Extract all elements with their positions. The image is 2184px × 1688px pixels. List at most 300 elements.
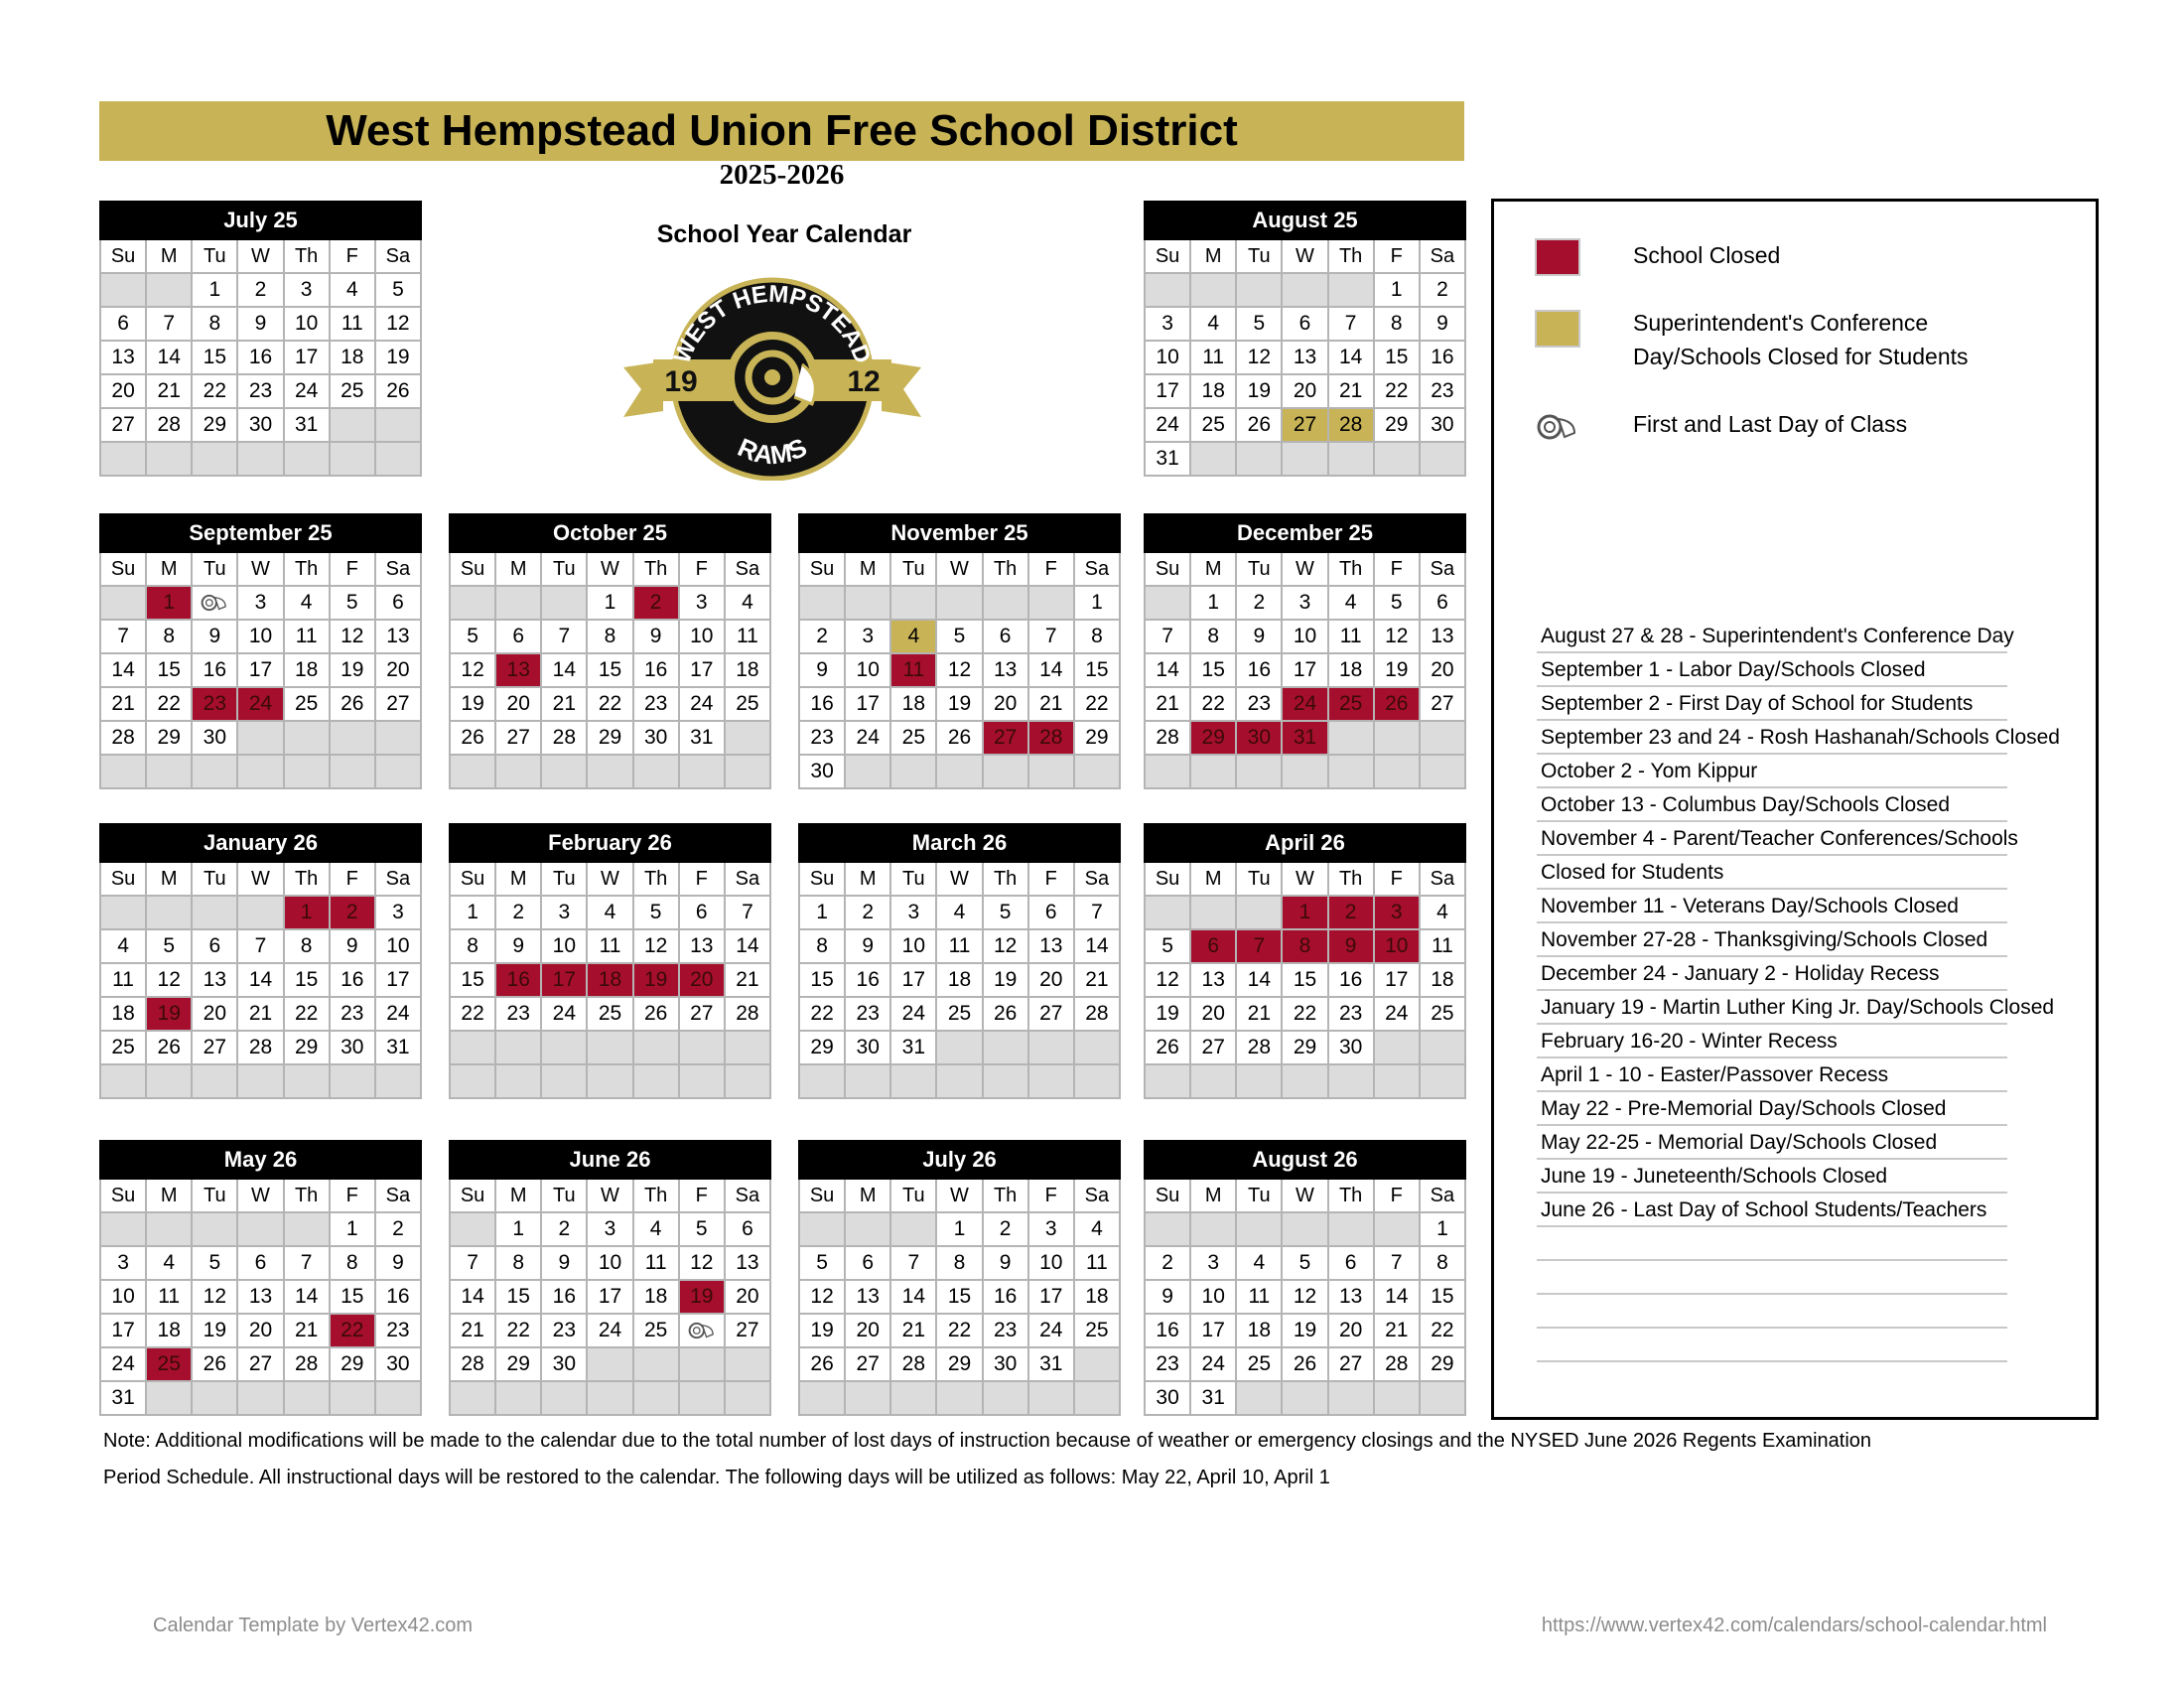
weekday-header: W	[588, 863, 633, 897]
empty-day-cell	[331, 1065, 376, 1099]
day-cell: 21	[285, 1315, 331, 1348]
day-cell: 16	[1237, 654, 1283, 688]
day-cell: 23	[800, 722, 846, 756]
weekday-header: M	[147, 1180, 193, 1213]
events-list	[1537, 620, 2060, 1362]
day-cell: 22	[451, 998, 496, 1032]
empty-day-cell	[376, 1065, 422, 1099]
day-cell: 28	[101, 722, 147, 756]
day-cell: 1	[1283, 897, 1328, 930]
day-cell: 12	[147, 964, 193, 998]
day-cell: 21	[1146, 688, 1191, 722]
empty-day-cell	[1329, 1382, 1375, 1416]
day-cell: 30	[984, 1348, 1029, 1382]
empty-day-cell	[1237, 274, 1283, 308]
month-7	[449, 823, 771, 1099]
day-cell: 27	[496, 722, 542, 756]
empty-day-cell	[800, 1065, 846, 1099]
weekday-header: W	[238, 1180, 284, 1213]
day-cell: 6	[1029, 897, 1075, 930]
empty-day-cell	[937, 1382, 983, 1416]
day-cell: 15	[1421, 1281, 1466, 1315]
day-cell: 2	[1421, 274, 1466, 308]
empty-day-cell	[634, 756, 680, 789]
day-cell: 3	[376, 897, 422, 930]
empty-day-cell	[496, 1065, 542, 1099]
day-cell: 15	[147, 654, 193, 688]
conference-swatch	[1535, 310, 1580, 348]
day-cell: 13	[101, 342, 147, 375]
weekday-header: Sa	[1075, 1180, 1121, 1213]
day-cell: 1	[1075, 587, 1121, 621]
empty-day-cell	[1329, 443, 1375, 477]
event-item: May 22-25 - Memorial Day/Schools Closed	[1537, 1126, 2007, 1160]
day-cell: 7	[891, 1247, 937, 1281]
day-cell: 15	[331, 1281, 376, 1315]
day-cell: 13	[1283, 342, 1328, 375]
day-cell: 24	[101, 1348, 147, 1382]
weekday-header: Su	[1146, 863, 1191, 897]
day-cell: 16	[542, 1281, 588, 1315]
day-cell: 21	[891, 1315, 937, 1348]
month-days	[798, 863, 1121, 1099]
weekday-header: Sa	[1421, 240, 1466, 274]
empty-day-cell	[1421, 722, 1466, 756]
day-cell: 18	[937, 964, 983, 998]
empty-day-cell	[193, 1065, 238, 1099]
day-cell: 22	[285, 998, 331, 1032]
weekday-header: Tu	[1237, 863, 1283, 897]
empty-day-cell	[542, 1032, 588, 1065]
empty-day-cell	[238, 756, 284, 789]
weekday-header: W	[238, 240, 284, 274]
weekday-header: M	[496, 863, 542, 897]
weekday-header: Sa	[376, 1180, 422, 1213]
day-cell: 10	[542, 930, 588, 964]
day-cell: 2	[542, 1213, 588, 1247]
empty-day-cell	[101, 274, 147, 308]
day-cell: 7	[542, 621, 588, 654]
month-days	[449, 1180, 771, 1416]
day-cell: 19	[1146, 998, 1191, 1032]
day-cell: 2	[1146, 1247, 1191, 1281]
empty-day-cell	[1375, 1065, 1421, 1099]
day-cell: 4	[891, 621, 937, 654]
empty-day-cell	[1075, 756, 1121, 789]
weekday-header: Tu	[542, 553, 588, 587]
day-cell: 13	[1329, 1281, 1375, 1315]
empty-day-cell	[451, 756, 496, 789]
day-cell: 20	[238, 1315, 284, 1348]
day-cell: 8	[1421, 1247, 1466, 1281]
weekday-header: Sa	[376, 863, 422, 897]
empty-day-cell	[496, 1382, 542, 1416]
weekday-header: Th	[285, 1180, 331, 1213]
day-cell: 14	[285, 1281, 331, 1315]
day-cell: 20	[193, 998, 238, 1032]
day-cell: 20	[376, 654, 422, 688]
day-cell: 24	[1191, 1348, 1237, 1382]
day-cell: 11	[285, 621, 331, 654]
day-cell: 2	[846, 897, 891, 930]
day-cell: 17	[588, 1281, 633, 1315]
day-cell: 3	[1191, 1247, 1237, 1281]
weekday-header: Su	[1146, 240, 1191, 274]
day-cell: 20	[1191, 998, 1237, 1032]
empty-day-cell	[1237, 756, 1283, 789]
day-cell: 30	[1329, 1032, 1375, 1065]
day-cell: 8	[1283, 930, 1328, 964]
empty-day-cell	[800, 1382, 846, 1416]
weekday-header: Su	[451, 1180, 496, 1213]
month-days	[99, 1180, 422, 1416]
empty-day-cell	[451, 1382, 496, 1416]
weekday-header: Tu	[193, 553, 238, 587]
day-cell: 20	[1329, 1315, 1375, 1348]
day-cell: 24	[1375, 998, 1421, 1032]
day-cell: 8	[1191, 621, 1237, 654]
day-cell: 10	[1029, 1247, 1075, 1281]
day-cell: 5	[331, 587, 376, 621]
month-5	[1144, 513, 1466, 789]
day-cell: 15	[1075, 654, 1121, 688]
weekday-header: M	[846, 553, 891, 587]
weekday-header: M	[147, 863, 193, 897]
school-year: 2025-2026	[719, 159, 845, 191]
empty-day-cell	[937, 587, 983, 621]
day-cell: 21	[1075, 964, 1121, 998]
day-cell: 26	[451, 722, 496, 756]
empty-day-cell	[376, 443, 422, 477]
day-cell: 26	[937, 722, 983, 756]
day-cell: 26	[376, 375, 422, 409]
day-cell: 18	[1191, 375, 1237, 409]
empty-day-cell	[451, 1213, 496, 1247]
empty-day-cell	[937, 1065, 983, 1099]
empty-day-cell	[1237, 443, 1283, 477]
day-cell: 26	[984, 998, 1029, 1032]
empty-day-cell	[193, 756, 238, 789]
empty-day-cell	[1421, 756, 1466, 789]
day-cell: 20	[984, 688, 1029, 722]
day-cell: 26	[1146, 1032, 1191, 1065]
day-cell: 23	[634, 688, 680, 722]
day-cell: 10	[376, 930, 422, 964]
closed-swatch	[1535, 238, 1580, 276]
empty-day-cell	[1075, 1065, 1121, 1099]
day-cell: 1	[331, 1213, 376, 1247]
note-line-2: Period Schedule. All instructional days will be restored to the calendar. The following days will be utilized as follows: May 22, April 10, April 1	[103, 1467, 1330, 1488]
day-cell: 29	[1375, 409, 1421, 443]
day-cell: 25	[101, 1032, 147, 1065]
empty-day-cell	[285, 722, 331, 756]
empty-day-cell	[1237, 1213, 1283, 1247]
empty-day-cell	[680, 1382, 726, 1416]
day-cell: 29	[1421, 1348, 1466, 1382]
day-cell: 22	[588, 688, 633, 722]
weekday-header: F	[1375, 863, 1421, 897]
empty-day-cell	[147, 443, 193, 477]
event-item: May 22 - Pre-Memorial Day/Schools Closed	[1537, 1092, 2007, 1126]
empty-day-cell	[1329, 722, 1375, 756]
day-cell: 1	[588, 587, 633, 621]
empty-day-cell	[238, 443, 284, 477]
weekday-header: Sa	[1075, 553, 1121, 587]
day-cell: 14	[1146, 654, 1191, 688]
ram-icon	[200, 592, 229, 614]
day-cell: 6	[1283, 308, 1328, 342]
day-cell: 15	[285, 964, 331, 998]
weekday-header: Tu	[542, 863, 588, 897]
day-cell: 17	[285, 342, 331, 375]
day-cell: 20	[496, 688, 542, 722]
day-cell: 9	[800, 654, 846, 688]
day-cell: 9	[984, 1247, 1029, 1281]
empty-day-cell	[542, 756, 588, 789]
day-cell: 16	[376, 1281, 422, 1315]
empty-day-cell	[634, 1065, 680, 1099]
day-cell: 10	[891, 930, 937, 964]
day-cell: 18	[726, 654, 771, 688]
weekday-header: Su	[101, 553, 147, 587]
day-cell: 19	[680, 1281, 726, 1315]
day-cell: 16	[800, 688, 846, 722]
month-days	[99, 863, 422, 1099]
day-cell: 26	[1375, 688, 1421, 722]
day-cell: 8	[285, 930, 331, 964]
empty-day-cell	[1146, 274, 1191, 308]
day-cell: 14	[1075, 930, 1121, 964]
day-cell: 27	[680, 998, 726, 1032]
weekday-header: Sa	[376, 553, 422, 587]
month-days	[449, 553, 771, 789]
empty-day-cell	[376, 409, 422, 443]
weekday-header: Tu	[891, 553, 937, 587]
month-days	[798, 1180, 1121, 1416]
weekday-header: Su	[800, 863, 846, 897]
day-cell: 24	[238, 688, 284, 722]
weekday-header: Su	[800, 1180, 846, 1213]
day-cell: 29	[1283, 1032, 1328, 1065]
day-cell: 19	[937, 688, 983, 722]
day-cell: 4	[634, 1213, 680, 1247]
weekday-header: Su	[101, 1180, 147, 1213]
month-0	[99, 201, 422, 477]
day-cell: 12	[680, 1247, 726, 1281]
day-cell: 29	[937, 1348, 983, 1382]
empty-day-cell	[680, 1348, 726, 1382]
empty-day-cell	[1375, 1032, 1421, 1065]
day-cell: 13	[193, 964, 238, 998]
weekday-header: W	[937, 1180, 983, 1213]
day-cell: 27	[726, 1315, 771, 1348]
day-cell: 15	[1191, 654, 1237, 688]
day-cell: 21	[1329, 375, 1375, 409]
empty-day-cell	[726, 1065, 771, 1099]
day-cell: 17	[1375, 964, 1421, 998]
month-1	[1144, 201, 1466, 477]
day-cell: 10	[846, 654, 891, 688]
day-cell: 6	[496, 621, 542, 654]
day-cell: 14	[1329, 342, 1375, 375]
day-cell: 16	[496, 964, 542, 998]
empty-day-cell	[285, 1213, 331, 1247]
event-item: February 16-20 - Winter Recess	[1537, 1025, 2007, 1058]
day-cell: 31	[101, 1382, 147, 1416]
empty-day-cell	[634, 1032, 680, 1065]
day-cell: 6	[1191, 930, 1237, 964]
logo-top-text: WEST HEMPSTEAD	[668, 280, 877, 367]
day-cell: 3	[542, 897, 588, 930]
weekday-header: Th	[984, 863, 1029, 897]
weekday-header: Th	[1329, 1180, 1375, 1213]
day-cell: 28	[1329, 409, 1375, 443]
day-cell: 17	[101, 1315, 147, 1348]
day-cell: 9	[634, 621, 680, 654]
day-cell: 19	[376, 342, 422, 375]
day-cell: 6	[984, 621, 1029, 654]
day-cell: 28	[1146, 722, 1191, 756]
weekday-header: Sa	[1421, 863, 1466, 897]
day-cell: 9	[1329, 930, 1375, 964]
day-cell: 19	[634, 964, 680, 998]
empty-day-cell	[193, 1213, 238, 1247]
day-cell: 17	[1029, 1281, 1075, 1315]
month-title: December 25	[1144, 513, 1466, 553]
event-item	[1537, 1261, 2007, 1295]
day-cell: 7	[1237, 930, 1283, 964]
weekday-header: Sa	[376, 240, 422, 274]
day-cell: 19	[193, 1315, 238, 1348]
event-item: Closed for Students	[1537, 856, 2007, 890]
footer-url: https://www.vertex42.com/calendars/school-calendar.html	[1541, 1615, 2047, 1636]
empty-day-cell	[451, 587, 496, 621]
weekday-header: F	[331, 553, 376, 587]
day-cell: 27	[1191, 1032, 1237, 1065]
day-cell: 31	[1146, 443, 1191, 477]
day-cell: 22	[1375, 375, 1421, 409]
day-cell: 9	[1421, 308, 1466, 342]
empty-day-cell	[1191, 1065, 1237, 1099]
weekday-header: F	[1029, 1180, 1075, 1213]
weekday-header: Tu	[891, 863, 937, 897]
empty-day-cell	[496, 587, 542, 621]
empty-day-cell	[726, 722, 771, 756]
event-item: April 1 - 10 - Easter/Passover Recess	[1537, 1058, 2007, 1092]
empty-day-cell	[238, 1065, 284, 1099]
day-cell: 5	[193, 1247, 238, 1281]
day-cell: 5	[800, 1247, 846, 1281]
day-cell: 22	[1421, 1315, 1466, 1348]
day-cell: 27	[1421, 688, 1466, 722]
day-cell: 11	[891, 654, 937, 688]
day-cell: 13	[984, 654, 1029, 688]
empty-day-cell	[451, 1032, 496, 1065]
day-cell: 15	[451, 964, 496, 998]
weekday-header: F	[1375, 553, 1421, 587]
day-cell: 4	[937, 897, 983, 930]
day-cell: 1	[1375, 274, 1421, 308]
day-cell: 7	[101, 621, 147, 654]
day-cell: 2	[634, 587, 680, 621]
day-cell: 4	[588, 897, 633, 930]
weekday-header: Su	[101, 863, 147, 897]
day-cell: 18	[147, 1315, 193, 1348]
day-cell: 23	[193, 688, 238, 722]
empty-day-cell	[937, 756, 983, 789]
month-6	[99, 823, 422, 1099]
day-cell: 15	[496, 1281, 542, 1315]
event-item: December 24 - January 2 - Holiday Recess	[1537, 957, 2007, 991]
day-cell: 30	[193, 722, 238, 756]
empty-day-cell	[147, 897, 193, 930]
day-cell: 22	[331, 1315, 376, 1348]
day-cell: 16	[1421, 342, 1466, 375]
weekday-header: Th	[634, 863, 680, 897]
day-cell: 11	[937, 930, 983, 964]
empty-day-cell	[193, 443, 238, 477]
day-cell: 27	[376, 688, 422, 722]
day-cell: 30	[1237, 722, 1283, 756]
first-last-day-cell	[193, 587, 238, 621]
day-cell: 6	[101, 308, 147, 342]
day-cell: 28	[147, 409, 193, 443]
logo-year-left: 19	[664, 365, 698, 398]
day-cell: 11	[147, 1281, 193, 1315]
day-cell: 19	[800, 1315, 846, 1348]
day-cell: 3	[1375, 897, 1421, 930]
empty-day-cell	[147, 1213, 193, 1247]
empty-day-cell	[1421, 1382, 1466, 1416]
day-cell: 23	[376, 1315, 422, 1348]
first-last-day-cell	[680, 1315, 726, 1348]
day-cell: 8	[588, 621, 633, 654]
weekday-header: Tu	[1237, 1180, 1283, 1213]
empty-day-cell	[101, 443, 147, 477]
event-item: November 4 - Parent/Teacher Conferences/Schools	[1537, 822, 2007, 856]
day-cell: 21	[147, 375, 193, 409]
weekday-header: W	[937, 863, 983, 897]
empty-day-cell	[984, 587, 1029, 621]
weekday-header: M	[846, 1180, 891, 1213]
day-cell: 23	[1329, 998, 1375, 1032]
empty-day-cell	[1375, 1382, 1421, 1416]
day-cell: 16	[984, 1281, 1029, 1315]
day-cell: 14	[726, 930, 771, 964]
day-cell: 31	[1283, 722, 1328, 756]
month-13	[1144, 1140, 1466, 1416]
empty-day-cell	[101, 1065, 147, 1099]
day-cell: 1	[1421, 1213, 1466, 1247]
day-cell: 19	[331, 654, 376, 688]
empty-day-cell	[1146, 1065, 1191, 1099]
day-cell: 7	[1029, 621, 1075, 654]
day-cell: 12	[800, 1281, 846, 1315]
day-cell: 20	[726, 1281, 771, 1315]
weekday-header: M	[496, 553, 542, 587]
weekday-header: Sa	[1421, 553, 1466, 587]
day-cell: 21	[451, 1315, 496, 1348]
day-cell: 19	[1375, 654, 1421, 688]
day-cell: 13	[1421, 621, 1466, 654]
day-cell: 15	[588, 654, 633, 688]
event-item: September 23 and 24 - Rosh Hashanah/Schools Closed	[1537, 721, 2007, 755]
day-cell: 18	[1421, 964, 1466, 998]
event-item: June 19 - Juneteenth/Schools Closed	[1537, 1160, 2007, 1194]
day-cell: 27	[984, 722, 1029, 756]
weekday-header: Th	[984, 553, 1029, 587]
weekday-header: Su	[451, 863, 496, 897]
